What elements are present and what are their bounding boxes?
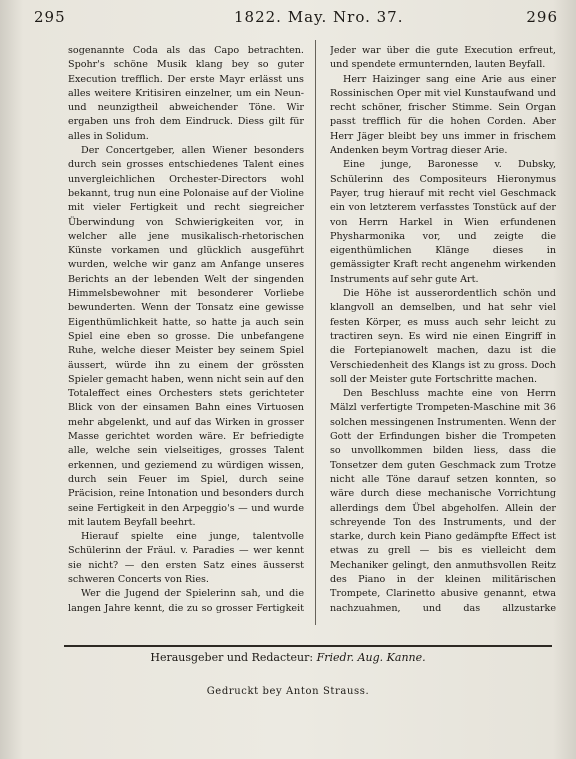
page-number-left: 295 [34, 8, 66, 26]
paragraph: Herr Haizinger sang eine Arie aus einer Rossinischen Oper mit viel Kunstaufwand und recht schöner, frischer Stimme. Sein Organ passt trefflich für die hohen Corden. Aber Herr Jäger bleibt bey uns immer in frischem Andenken beym Vortrag dieser Arie. [330, 73, 556, 157]
page-number-right: 296 [526, 8, 558, 26]
left-column [68, 44, 304, 615]
paragraph: Der Concertgeber, allen Wiener besonders durch sein grosses entschiedenes Talent eines unvergleichlichen Orchester-Directors wohl bekannt, trug nun eine Polonaise auf der Violine mit vieler Fertigkeit und recht siegreicher Überwindung von Schwierigkeiten vor, in welcher alle jene musikalisch-rhetorischen Künste vorkamen und glücklich ausgeführt wurden, welche wir ganz am Anfange unseres Berichts an der lebenden Welt der singenden Himmelsbewohner mit besonderer Vorliebe bewunderten. Wenn der Tonsatz eine gewisse Eigenthümlichkeit hatte, so hatte ja auch sein Spiel eine eben so grosse. Die unbefangene Ruhe, welche dieser Meister bey seinem Spiel äussert, würde ihn zu einem der grössten Spieler gemacht haben, wenn nicht sein auf den Totaleffect eines Orchesters stets gerichteter Blick von der einsamen Bahn eines Virtuosen mehr abgelenkt, und auf das Wirken in grosser Masse gerichtet worden wäre. Er befriedigte alle, welche sein vielseitiges, grosses Talent erkennen, und geziemend zu würdigen wissen, durch sein Feuer im Spiel, durch seine Präcision, reine Intonation und besonders durch seine Fertigkeit in den Arpeggio's — und wurde mit lautem Beyfall beehrt. [68, 145, 304, 528]
right-column [330, 44, 556, 615]
paragraph: Hierauf spielte eine junge, talentvolle Schülerinn der Fräul. v. Paradies — wer kennt sie nicht? — den ersten Satz eines äusserst schweren Concerts von Ries. [68, 531, 304, 585]
editor-line [0, 651, 576, 664]
paragraph: Jeder war über die gute Execution erfreut, und spendete ermunternden, lauten Beyfall. [330, 45, 556, 71]
issue-title: 1822. May. Nro. 37. [234, 8, 404, 26]
paragraph: Den Beschluss machte eine von Herrn Mälzl verfertigte Trompeten-Maschine mit 36 solchen messingenen Instrumenten. Wenn der Gott der Erfindungen bisher die Trompeten so unvollkommen bilden liess, dass die Tonsetzer dem guten Geschmack zum Trotze nicht alle Töne darauf setzen konnten, so wäre durch diese mechanische Vorrichtung allerdings dem Übel abgeholfen. Allein der schreyende Ton des Instruments, und der starke, durch kein Piano gedämpfte Effect ist etwas zu grell — bis es vielleicht dem Mechaniker gelingt, den anmuthsvollen Reitz des Piano in der kleinen militärischen Trompete, Clarinetto abusive genannt, etwa nachzuahmen, und das allzustarke [330, 388, 556, 614]
page-header [34, 8, 558, 32]
printer-line: Gedruckt bey Anton Strauss. [206, 686, 370, 697]
paragraph: Eine junge, Baronesse v. Dubsky, Schülerinn des Compositeurs Hieronymus Payer, trug hierauf mit recht viel Geschmack ein von letzterem verfasstes Tonstück auf der von Herrn Harkel in Wien erfundenen Physharmonika vor, und zeigte die eigenthümlichen Klänge dieses in gemässigter Kraft recht angenehm wirkenden Instruments auf sehr gute Art. [330, 159, 556, 285]
paragraph: Wer die Jugend der Spielerinn sah, und die langen Jahre kennt, die zu so grosser Fertigkeit [68, 588, 304, 614]
footer-divider [64, 645, 552, 647]
paragraph: Die Höhe ist ausserordentlich schön und klangvoll an demselben, und hat sehr viel festen Körper, es muss auch sehr leicht zu tractiren seyn. Es wird nie einen Eingriff in die Fortepianowelt machen, dazu ist die Verschiedenheit des Klangs ist zu gross. Doch soll der Meister gute Fortschritte machen. [330, 288, 556, 385]
editor-name: Friedr. Aug. Kanne. [316, 651, 426, 664]
column-divider [315, 40, 316, 625]
paragraph: sogenannte Coda als das Capo betrachten. Spohr's schöne Musik klang bey so guter Execution trefflich. Der erste Mayr erlässt uns alles weitere Kritisiren einzelner, um ein Neun- und neunzigtheil abweichender Töne. Wir ergaben uns froh dem Eindruck. Diess gilt für alles in Solidum. [68, 45, 304, 142]
editor-label: Herausgeber und Redacteur: [150, 651, 314, 664]
